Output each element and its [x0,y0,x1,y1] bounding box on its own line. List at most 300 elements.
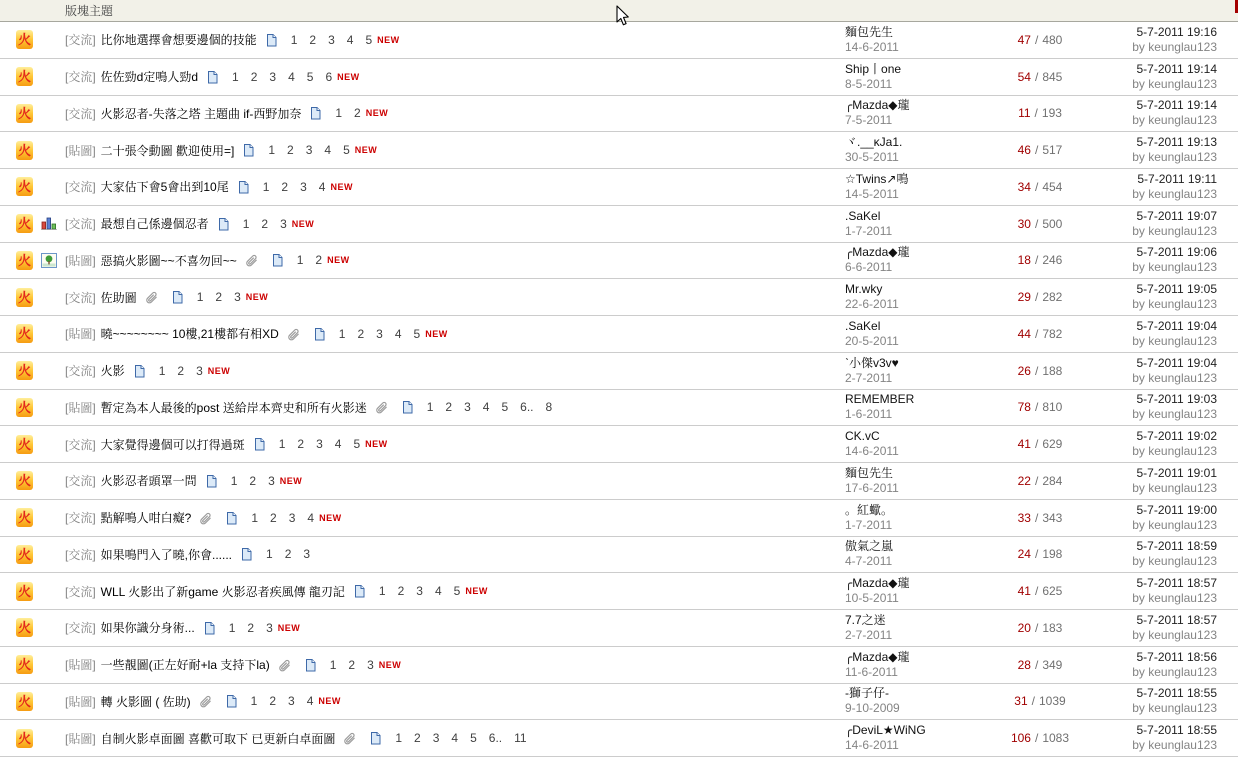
thread-type-slot [33,316,65,352]
thread-start-date: 30-5-2011 [845,150,899,165]
lastpost-author-link[interactable]: by keunglau123 [1132,444,1217,459]
thread-title-link[interactable]: 火影忍者頭罩一問 [100,474,197,489]
author-cell [845,463,985,499]
new-badge: NEW [318,696,341,707]
reply-count: 41 [1017,584,1031,599]
lastpost-author-link[interactable]: by keunglau123 [1132,113,1217,128]
thread-prefix: [交流] [65,584,96,599]
thread-title-link[interactable]: 惡搞火影圖~~不喜勿回~~ [100,253,237,268]
thread-prefix: [貼圖] [65,731,96,746]
page-number-link[interactable]: 6 [325,69,333,84]
new-badge: NEW [365,108,389,119]
thread-prefix: [交流] [65,106,96,121]
lastpost-date: 5-7-2011 19:06 [1136,245,1217,260]
page-number-link[interactable]: 4 [288,69,295,84]
page-number-link[interactable]: 3 [288,694,295,709]
page-number-link[interactable]: 2 [247,620,255,635]
page-number-link[interactable]: 4 [482,400,490,415]
page-number-link[interactable]: 1 [290,32,298,47]
reply-count: 33 [1017,510,1031,525]
thread-type-slot [33,96,65,132]
hot-thread-fire-icon: 火 [17,730,31,746]
page-number-link[interactable]: 5 [501,400,509,415]
page-number-link[interactable]: 2 [177,363,185,378]
page-number-link[interactable]: 2 [414,731,421,746]
lastpost-author-link[interactable]: by keunglau123 [1132,627,1217,642]
page-number-link[interactable]: 3 [416,584,423,599]
thread-row [0,463,1238,500]
thread-title-link[interactable]: 最想自己係邊個忍者 [100,217,209,232]
thread-title-link[interactable]: 點解鳴人咁白癡? [100,511,192,526]
new-badge: NEW [245,292,269,303]
author-cell [845,647,985,683]
page-number-link[interactable]: 5 [365,32,373,47]
thread-start-date: 2-7-2011 [845,370,893,385]
author-name[interactable]: ╭DeviL★WiNG [845,723,926,738]
page-number-link[interactable]: 5 [470,731,477,746]
page-number-link[interactable]: 1 [278,437,286,452]
page-number-link[interactable]: 5 [306,69,314,84]
thread-type-slot [33,279,65,315]
page-number-link[interactable]: 4 [324,143,332,158]
lastpost-cell [1095,206,1238,242]
thread-start-date: 10-5-2011 [845,591,899,606]
lastpost-author-link[interactable]: by keunglau123 [1132,186,1217,201]
hot-thread-fire-icon: 火 [17,216,31,232]
page-number-link[interactable]: 1 [262,179,270,194]
count-separator: / [1034,657,1039,672]
hot-thread-fire-icon: 火 [17,179,31,195]
thread-start-date: 11-6-2011 [845,664,898,679]
page-number-link[interactable]: 3 [376,326,383,341]
page-number-link[interactable]: 3 [305,143,313,158]
author-name[interactable]: .SaKel [845,208,881,223]
multipage-icon [238,181,249,194]
author-cell [845,537,985,573]
page-links [231,217,287,231]
lastpost-date: 5-7-2011 19:00 [1136,502,1217,517]
thread-start-date: 8-5-2011 [845,76,893,91]
fire-slot [16,500,33,536]
thread-title-cell [65,573,845,609]
author-cell [845,684,985,720]
thread-start-date: 14-6-2011 [845,39,899,54]
thread-type-slot [33,463,65,499]
page-number-link[interactable]: 3 [316,437,323,452]
page-number-link[interactable]: 3 [268,473,275,488]
lastpost-date: 5-7-2011 19:02 [1136,429,1217,444]
multipage-icon [207,71,218,84]
fire-slot [16,426,33,462]
page-number-link[interactable]: 1 [251,510,259,525]
lastpost-author-link[interactable]: by keunglau123 [1132,591,1217,606]
thread-row [0,206,1238,243]
view-count: 782 [1042,326,1063,341]
page-links [217,621,273,635]
view-count: 284 [1042,473,1063,488]
author-name[interactable]: Ship丨one [845,61,902,76]
hot-thread-fire-icon: 火 [17,326,31,342]
thread-row [0,720,1238,757]
reply-count: 41 [1017,437,1031,452]
page-number-link[interactable]: 6.. [488,731,503,746]
page-number-link[interactable]: 5 [343,143,350,158]
thread-title-cell [65,426,845,462]
count-separator: / [1031,694,1035,709]
author-name[interactable]: ╭Mazda◆瓏 [845,98,910,113]
lastpost-cell [1095,316,1238,352]
thread-title-link[interactable]: 曉~~~~~~~~ 10樓,21樓都有相XD [100,327,279,342]
multipage-icon [218,218,229,231]
replies-views-cell [985,610,1095,646]
thread-type-slot [33,169,65,205]
thread-prefix: [交流] [65,180,96,195]
multipage-icon [305,659,316,672]
author-name[interactable]: -獅子仔- [845,686,889,701]
page-number-link[interactable]: 2 [269,694,277,709]
page-number-link[interactable]: 1 [266,547,273,562]
page-number-link[interactable]: 2 [348,657,356,672]
lastpost-cell [1095,463,1238,499]
new-badge: NEW [277,622,301,633]
replies-views-cell [985,537,1095,573]
count-separator: / [1034,290,1039,305]
author-name[interactable]: ヾ.__κJa1. [845,135,903,150]
page-number-link[interactable]: 1 [378,584,386,599]
author-name[interactable]: 傲氣之嵐 [845,539,894,554]
count-separator: / [1034,253,1039,268]
thread-title-cell [65,22,845,58]
page-number-link[interactable]: 4 [318,179,326,194]
page-number-link[interactable]: 4 [394,326,402,341]
lastpost-author-link[interactable]: by keunglau123 [1132,76,1217,91]
lastpost-date: 5-7-2011 18:57 [1136,612,1217,627]
thread-title-cell [65,59,845,95]
hot-thread-fire-icon: 火 [17,620,31,636]
thread-title-link[interactable]: WLL 火影出了新game 火影忍者疾風傳 龍刃記 [100,584,345,599]
reply-count: 20 [1017,620,1031,635]
page-number-link[interactable]: 2 [249,473,257,488]
page-number-link[interactable]: 2 [261,216,269,231]
author-cell [845,22,985,58]
page-number-link[interactable]: 3 [266,620,273,635]
author-name[interactable]: ╭Mazda◆瓏 [845,649,910,664]
lastpost-author-link[interactable]: by keunglau123 [1132,738,1217,753]
lastpost-author-link[interactable]: by keunglau123 [1132,664,1217,679]
page-number-link[interactable]: 2 [215,290,223,305]
fire-slot [16,316,33,352]
thread-title-link[interactable]: 一些靚圖(正左好耐+la 支持下la) [100,658,270,673]
page-links [383,731,526,745]
lastpost-author-link[interactable]: by keunglau123 [1132,260,1217,275]
page-number-link[interactable]: 2 [309,32,317,47]
thread-row [0,684,1238,721]
fire-slot [16,59,33,95]
page-number-link[interactable]: 3 [464,400,471,415]
thread-title-link[interactable]: 轉 火影圖 ( 佐助) [100,694,191,709]
page-number-link[interactable]: 4 [307,510,315,525]
page-number-link[interactable]: 11 [514,731,527,746]
lastpost-date: 5-7-2011 19:04 [1136,318,1217,333]
count-separator: / [1034,584,1039,599]
thread-type-slot [33,537,65,573]
page-number-link[interactable]: 1 [329,657,337,672]
page-number-link[interactable]: 2 [284,547,292,562]
view-count: 198 [1042,547,1063,562]
page-number-link[interactable]: 8 [545,400,553,415]
thread-title-cell [65,720,845,756]
page-number-link[interactable]: 5 [453,584,461,599]
lastpost-author-link[interactable]: by keunglau123 [1132,407,1217,422]
page-number-link[interactable]: 2 [445,400,453,415]
fire-slot [16,353,33,389]
lastpost-author-link[interactable]: by keunglau123 [1132,517,1217,532]
paperclip-icon [374,401,389,415]
thread-title-link[interactable]: 佐助圖 [100,290,137,305]
thread-start-date: 14-6-2011 [845,738,899,753]
replies-views-cell [985,353,1095,389]
page-number-link[interactable]: 3 [288,510,296,525]
lastpost-cell [1095,243,1238,279]
page-number-link[interactable]: 4 [346,32,354,47]
count-separator: / [1034,363,1039,378]
count-separator: / [1034,510,1039,525]
thread-title-cell [65,500,845,536]
page-number-link[interactable]: 2 [354,106,361,121]
lastpost-cell [1095,59,1238,95]
page-number-link[interactable]: 3 [300,179,307,194]
lastpost-author-link[interactable]: by keunglau123 [1132,333,1217,348]
lastpost-author-link[interactable]: by keunglau123 [1132,554,1217,569]
multipage-icon [243,144,254,157]
author-name[interactable]: .SaKel [845,318,881,333]
lastpost-author-link[interactable]: by keunglau123 [1132,701,1217,716]
page-number-link[interactable]: 1 [158,363,166,378]
thread-title-link[interactable]: 二十張令動圖 歡迎使用=] [100,143,235,158]
page-number-link[interactable]: 4 [451,731,459,746]
multipage-icon [241,548,252,561]
page-number-link[interactable]: 1 [230,473,238,488]
thread-title-link[interactable]: 自制火影卓面圖 喜歡可取下 已更新白卓面圖 [100,731,336,746]
thread-title-cell [65,279,845,315]
page-number-link[interactable]: 2 [250,69,258,84]
thread-start-date: 2-7-2011 [845,627,893,642]
reply-count: 46 [1017,143,1031,158]
lastpost-author-link[interactable]: by keunglau123 [1132,480,1217,495]
lastpost-author-link[interactable]: by keunglau123 [1132,370,1217,385]
thread-prefix: [交流] [65,290,96,305]
page-number-link[interactable]: 6.. [520,400,534,415]
view-count: 625 [1042,584,1063,599]
thread-type-slot [33,610,65,646]
page-number-link[interactable]: 1 [196,290,204,305]
thread-start-date: 4-7-2011 [845,554,893,569]
lastpost-date: 5-7-2011 18:55 [1136,723,1217,738]
page-number-link[interactable]: 1 [228,620,236,635]
thread-row [0,279,1238,316]
thread-title-cell [65,132,845,168]
lastpost-author-link[interactable]: by keunglau123 [1132,150,1217,165]
thread-title-link[interactable]: 大家覺得邊個可以打得過斑 [100,437,245,452]
lastpost-date: 5-7-2011 18:57 [1136,576,1217,591]
mouse-cursor-icon [616,5,631,27]
page-number-link[interactable]: 5 [413,326,421,341]
page-links [251,180,326,194]
author-name[interactable]: REMEMBER [845,392,915,407]
fire-slot [16,463,33,499]
page-links [318,658,374,672]
page-number-link[interactable]: 1 [338,326,346,341]
count-separator: / [1034,216,1039,231]
author-name[interactable]: 7.7之迷 [845,612,886,627]
fire-slot [16,132,33,168]
page-number-link[interactable]: 3 [196,363,203,378]
page-number-link[interactable]: 2 [397,584,405,599]
author-name[interactable]: ˋ小傑v3v♥ [845,355,899,370]
lastpost-cell [1095,22,1238,58]
lastpost-author-link[interactable]: by keunglau123 [1132,39,1217,54]
thread-prefix: [交流] [65,511,96,526]
author-name[interactable]: 麵包先生 [845,465,894,480]
author-cell [845,132,985,168]
page-number-link[interactable]: 1 [232,69,239,84]
fire-slot [16,684,33,720]
thread-row [0,243,1238,280]
thread-row [0,647,1238,684]
reply-count: 11 [1018,106,1031,121]
thread-prefix: [交流] [65,474,96,489]
count-separator: / [1034,106,1038,121]
thread-title-link[interactable]: 大家估下會5會出到10尾 [100,180,229,195]
new-badge: NEW [354,145,378,156]
thread-title-link[interactable]: 佐佐勁d定鳴人勁d [100,70,199,85]
page-number-link[interactable]: 2 [281,179,289,194]
view-count: 810 [1042,400,1063,415]
hot-thread-fire-icon: 火 [17,436,31,452]
lastpost-cell [1095,684,1238,720]
page-number-link[interactable]: 2 [315,253,323,268]
page-number-link[interactable]: 1 [395,731,403,746]
thread-list [0,22,1238,757]
lastpost-author-link[interactable]: by keunglau123 [1132,223,1217,238]
lastpost-date: 5-7-2011 19:05 [1136,282,1217,297]
page-number-link[interactable]: 4 [434,584,442,599]
page-number-link[interactable]: 3 [328,32,335,47]
page-number-link[interactable]: 1 [242,216,250,231]
view-count: 517 [1042,143,1063,158]
thread-title-link[interactable]: 如果你識分身術... [100,621,195,636]
hot-thread-fire-icon: 火 [17,289,31,305]
author-cell [845,169,985,205]
replies-views-cell [985,426,1095,462]
page-number-link[interactable]: 3 [367,657,374,672]
author-cell [845,610,985,646]
thread-row [0,169,1238,206]
hot-thread-fire-icon: 火 [17,473,31,489]
page-number-link[interactable]: 2 [287,143,294,158]
lastpost-cell [1095,720,1238,756]
page-number-link[interactable]: 4 [334,437,342,452]
lastpost-cell [1095,426,1238,462]
thread-title-link[interactable]: 暫定為本人最後的post 送給岸本齊史和所有火影迷 [100,400,367,415]
page-number-link[interactable]: 3 [269,69,277,84]
reply-count: 24 [1017,547,1031,562]
page-number-link[interactable]: 1 [335,106,343,121]
author-name[interactable]: CK.vC [845,429,880,444]
thread-type-slot [33,720,65,756]
page-links [219,474,275,488]
multipage-icon [226,512,237,525]
page-number-link[interactable]: 3 [303,547,311,562]
page-links [367,584,460,598]
thread-start-date: 1-7-2011 [845,223,893,238]
lastpost-author-link[interactable]: by keunglau123 [1132,297,1217,312]
reply-count: 106 [1010,731,1031,746]
author-cell [845,206,985,242]
author-name[interactable]: 麵包先生 [845,24,894,39]
page-number-link[interactable]: 1 [268,143,276,158]
fire-slot [16,720,33,756]
thread-title-link[interactable]: 火影忍者-失落之塔 主題曲 if-西野加奈 [100,106,302,121]
page-number-link[interactable]: 1 [250,694,258,709]
hot-thread-fire-icon: 火 [17,546,31,562]
page-number-link[interactable]: 2 [357,326,365,341]
thread-title-link[interactable]: 比你地選擇會想要邊個的技能 [100,33,257,48]
author-name[interactable]: Mr.wky [845,282,883,297]
count-separator: / [1034,473,1039,488]
author-name[interactable]: ╭Mazda◆瓏 [845,576,910,591]
author-name[interactable]: ☆Twins↗鳴 [845,171,909,186]
view-count: 845 [1042,69,1063,84]
multipage-icon [314,328,325,341]
page-number-link[interactable]: 5 [353,437,361,452]
page-links [239,511,314,525]
thread-prefix: [交流] [65,70,96,85]
multipage-icon [134,365,145,378]
page-number-link[interactable]: 2 [270,510,277,525]
page-number-link[interactable]: 1 [296,253,304,268]
lastpost-cell [1095,132,1238,168]
view-count: 188 [1042,363,1063,378]
fire-slot [16,243,33,279]
replies-views-cell [985,463,1095,499]
replies-views-cell [985,96,1095,132]
thread-prefix: [貼圖] [65,143,96,158]
page-number-link[interactable]: 2 [297,437,305,452]
author-name[interactable]: ╭Mazda◆瓏 [845,245,910,260]
lastpost-cell [1095,610,1238,646]
thread-start-date: 22-6-2011 [845,297,899,312]
thread-type-slot [33,647,65,683]
hot-thread-fire-icon: 火 [17,583,31,599]
page-number-link[interactable]: 3 [280,216,287,231]
page-number-link[interactable]: 1 [426,400,434,415]
page-number-link[interactable]: 4 [306,694,314,709]
view-count: 282 [1042,290,1063,305]
multipage-icon [254,438,265,451]
author-name[interactable]: 。紅蠍。 [845,502,894,517]
thread-title-link[interactable]: 如果鳴門入了曉,你會...... [100,547,233,562]
view-count: 193 [1041,106,1062,121]
thread-title-link[interactable]: 火影 [100,364,125,379]
author-cell [845,316,985,352]
poll-icon [41,216,57,231]
page-number-link[interactable]: 3 [432,731,440,746]
page-number-link[interactable]: 3 [234,290,241,305]
thread-row [0,500,1238,537]
count-separator: / [1034,32,1039,47]
thread-row [0,426,1238,463]
